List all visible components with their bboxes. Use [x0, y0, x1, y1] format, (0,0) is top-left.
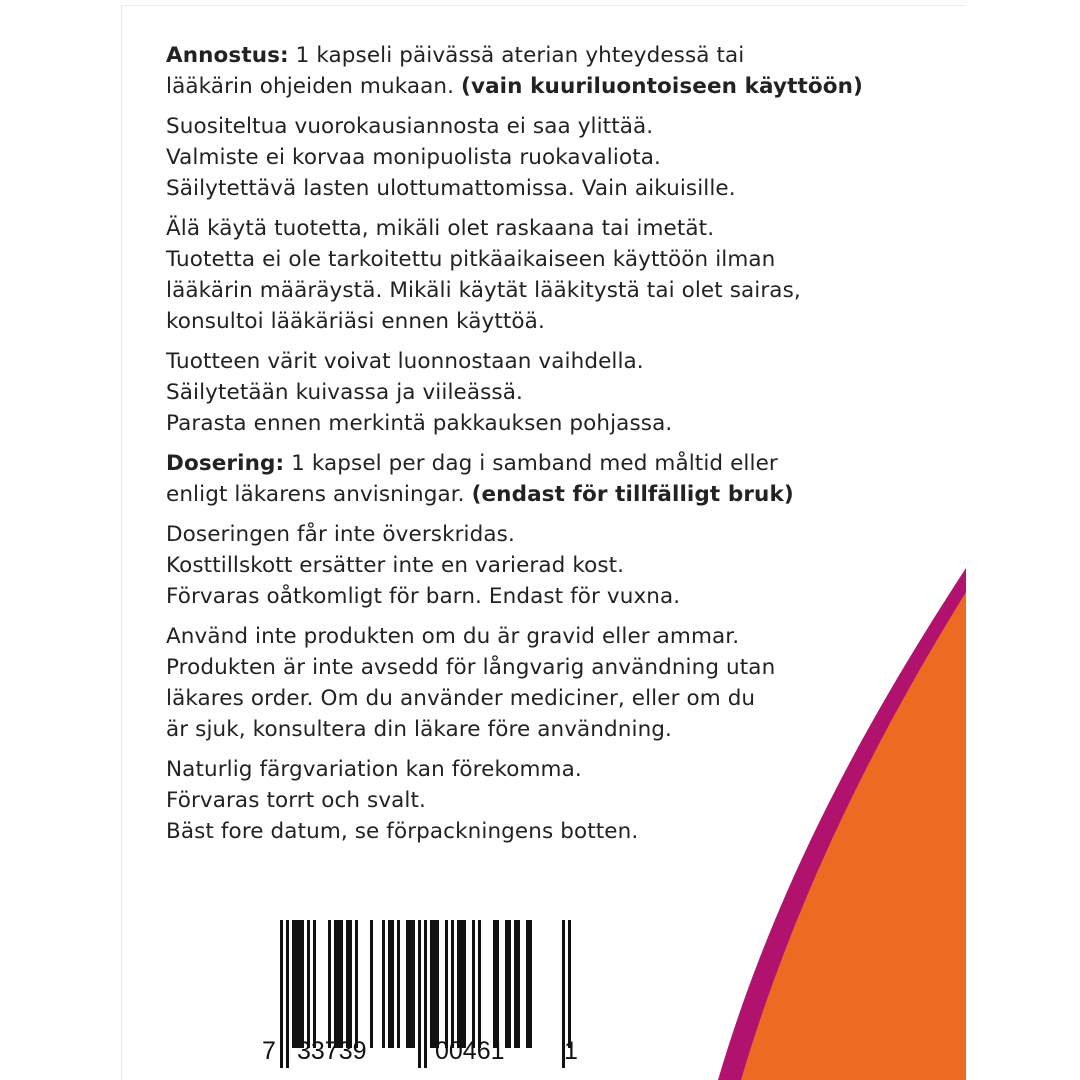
text-line: läkares order. Om du använder mediciner, eller om du — [166, 686, 756, 711]
text-line: Valmiste ei korvaa monipuolista ruokavaliota. — [166, 145, 661, 170]
barcode-bar — [514, 920, 517, 1048]
label-text — [166, 40, 946, 856]
barcode-bar — [307, 920, 310, 1048]
fi-dosage-text-2: lääkärin ohjeiden mukaan. — [166, 74, 462, 99]
barcode-bar — [568, 920, 571, 1048]
text-line: Naturlig färgvariation kan förekomma. — [166, 757, 582, 782]
barcode-first-digit: 7 — [262, 1037, 276, 1065]
fi-dosage-note: (vain kuuriluontoiseen käyttöön) — [461, 74, 863, 99]
barcode-bar — [493, 920, 496, 1048]
barcode-bar — [337, 920, 340, 1048]
fi-warnings-2 — [166, 213, 946, 337]
text-line: Använd inte produkten om du är gravid eller ammar. — [166, 624, 740, 649]
barcode-bar — [388, 920, 391, 1048]
barcode-bar — [301, 920, 304, 1048]
fi-dosage-paragraph — [166, 40, 946, 102]
barcode-bar — [433, 920, 436, 1048]
barcode-bar — [391, 920, 394, 1048]
text-line: Förvaras torrt och svalt. — [166, 788, 426, 813]
barcode-bar — [445, 920, 448, 1048]
fi-dosage-heading: Annostus: — [166, 43, 289, 68]
barcode-guard-bar — [418, 920, 421, 1068]
text-line: Produkten är inte avsedd för långvarig användning utan — [166, 655, 776, 680]
fi-storage — [166, 346, 946, 439]
barcode-bar — [370, 920, 373, 1048]
text-line: Kosttillskott ersätter inte en varierad kost. — [166, 553, 625, 578]
text-line: Doseringen får inte överskridas. — [166, 522, 515, 547]
barcode-bar — [382, 920, 385, 1048]
barcode-bar — [295, 920, 298, 1048]
text-line: Suositeltua vuorokausiannosta ei saa ylittää. — [166, 114, 654, 139]
barcode-bar — [340, 920, 343, 1048]
text-line: lääkärin määräystä. Mikäli käytät lääkitystä tai olet sairas, — [166, 278, 801, 303]
barcode-bar — [496, 920, 499, 1048]
sv-storage — [166, 754, 946, 847]
sv-warnings-1 — [166, 519, 946, 612]
text-line: Bäst fore datum, se förpackningens botten. — [166, 819, 639, 844]
barcode-right-group: 00461 — [435, 1037, 505, 1065]
sv-dosage-paragraph — [166, 448, 946, 510]
barcode-bar — [346, 920, 349, 1048]
barcode-bar — [334, 920, 337, 1048]
barcode-bar — [463, 920, 466, 1048]
barcode-bar — [409, 920, 412, 1048]
text-line: Säilytetään kuivassa ja viileässä. — [166, 380, 523, 405]
barcode-bar — [505, 920, 508, 1048]
barcode-bar — [517, 920, 520, 1048]
barcode-bar — [478, 920, 481, 1048]
barcode-guard-bar — [286, 920, 289, 1068]
sv-dosage-text-2: enligt läkarens anvisningar. — [166, 482, 472, 507]
barcode-bar — [349, 920, 352, 1048]
barcode-bar — [457, 920, 460, 1048]
barcode-bar — [298, 920, 301, 1048]
text-line: Förvaras oåtkomligt för barn. Endast för vuxna. — [166, 584, 681, 609]
text-line: Säilytettävä lasten ulottumattomissa. Vain aikuisille. — [166, 176, 736, 201]
barcode-bar — [397, 920, 400, 1048]
barcode-guard-bar — [280, 920, 283, 1068]
barcode-left-group: 33739 — [297, 1037, 367, 1065]
barcode-bar — [412, 920, 415, 1048]
text-line: Parasta ennen merkintä pakkauksen pohjassa. — [166, 411, 673, 436]
text-line: Älä käytä tuotetta, mikäli olet raskaana tai imetät. — [166, 216, 715, 241]
sv-dosage-heading: Dosering: — [166, 451, 285, 476]
fi-warnings-1 — [166, 111, 946, 204]
text-line: Tuotteen värit voivat luonnostaan vaihdella. — [166, 349, 644, 374]
barcode-bar — [529, 920, 532, 1048]
sv-dosage-text-1: 1 kapsel per dag i samband med måltid eller — [284, 451, 778, 476]
barcode-bar — [313, 920, 316, 1048]
barcode-bar — [292, 920, 295, 1048]
barcode-bar — [508, 920, 511, 1048]
barcode-bar — [436, 920, 439, 1048]
sv-warnings-2 — [166, 621, 946, 745]
text-line: Tuotetta ei ole tarkoitettu pitkäaikaiseen käyttöön ilman — [166, 247, 776, 272]
barcode-bar — [526, 920, 529, 1048]
sv-dosage-note: (endast för tillfälligt bruk) — [471, 482, 794, 507]
barcode-bar — [328, 920, 331, 1048]
barcode-bar — [355, 920, 358, 1048]
barcode-bar — [460, 920, 463, 1048]
barcode-check-digit: 1 — [564, 1037, 578, 1065]
barcode-bar — [430, 920, 433, 1048]
fi-dosage-text-1: 1 kapseli päivässä aterian yhteydessä tai — [288, 43, 745, 68]
barcode-bar — [406, 920, 409, 1048]
barcode-bar — [451, 920, 454, 1048]
text-line: är sjuk, konsultera din läkare före användning. — [166, 717, 672, 742]
barcode-guard-bar — [424, 920, 427, 1068]
text-line: konsultoi lääkäriäsi ennen käyttöä. — [166, 309, 545, 334]
barcode-bar — [472, 920, 475, 1048]
